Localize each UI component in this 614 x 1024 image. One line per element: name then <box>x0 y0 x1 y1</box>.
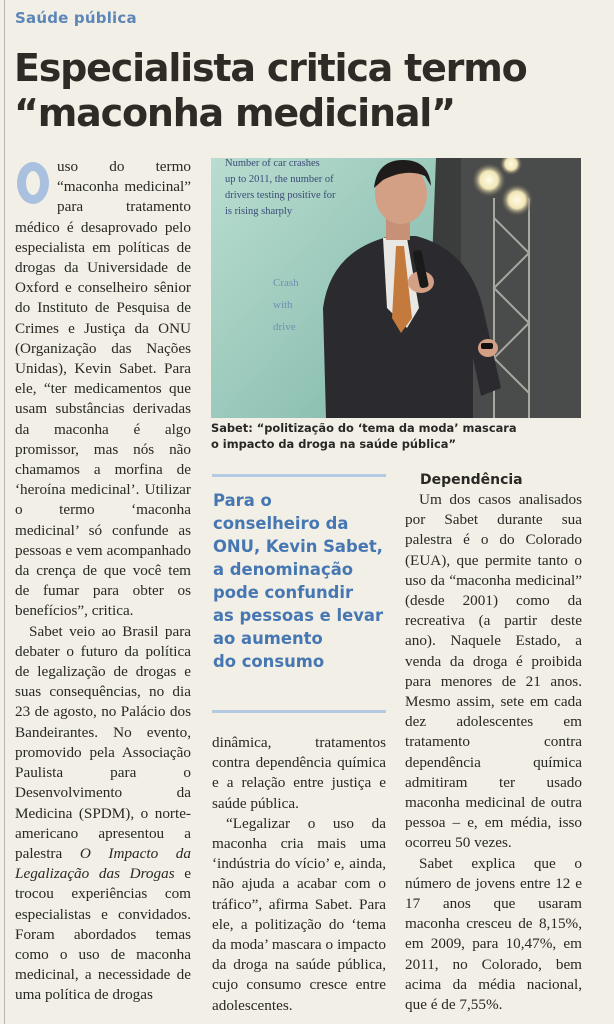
screen-text-7: drive <box>273 321 296 333</box>
pullquote-line-7: ao aumento <box>213 629 323 648</box>
pullquote-line-6: as pessoas e levar <box>213 606 384 625</box>
article-column-1 <box>15 157 191 1006</box>
screen-text-1: Number of car crashes <box>225 158 320 169</box>
pullquote-line-8: do consumo <box>213 652 325 671</box>
pullquote-line-2: conselheiro da <box>213 514 349 533</box>
paragraph-statistics: Sabet explica que o número de jovens entre 12 e 17 anos que usaram maconha cresceu de 8,15%, em 2009, para 10,47%, em 2011, no Colorado, bem acima da média nacional, que é de 7,55%. <box>405 854 582 1014</box>
dropcap <box>15 159 51 207</box>
stage-light-2 <box>500 183 534 217</box>
caption-line-2: o impacto da droga na saúde pública” <box>211 437 456 451</box>
pullquote <box>213 489 389 673</box>
photo-illustration <box>211 158 581 418</box>
screen-text-5: Crash <box>273 277 299 289</box>
subhead-dependencia: Dependência <box>420 472 523 488</box>
paragraph-event <box>15 622 191 1006</box>
paragraph-dynamics: dinâmica, tratamentos contra dependência química e a relação entre justiça e saúde pública. <box>212 734 386 812</box>
section-label: Saúde pública <box>15 9 137 27</box>
dropcap-glyph <box>15 159 51 207</box>
paragraph-intro <box>15 157 191 622</box>
paragraph-colorado: Um dos casos analisados por Sabet durante sua palestra é o do Colorado (EUA), que permite tanto o uso da “maconha medicinal” (desde 2001) como da recreativa (a partir deste ano). Naquele Estado, a venda da droga é proibida para menores de 21 anos. Mesmo assim, sete em cada dez adolescentes em tratamento contra dependência química admitiram ter usado maconha medicinal de outra pessoa – e, em média, isso ocorreu 50 vezes. <box>405 491 582 852</box>
article-column-3 <box>405 471 582 1015</box>
article-column-2 <box>212 733 386 1016</box>
screen-text-4: is rising sharply <box>225 206 293 217</box>
lecture-title: O Impacto da Legalização das Drogas <box>15 844 191 883</box>
pullquote-line-1: Para o <box>213 491 272 510</box>
event-text-b: e trocou experiências com especialistas e convidados. Foram abordados temas como o uso de maconha medicinal, a necessidade de uma política de drogas <box>15 865 191 1004</box>
pullquote-rule-top <box>212 474 386 477</box>
intro-text: uso do termo “maconha medicinal” para tratamento médico é desaprovado pelo especialista em políticas de drogas da Universidade de Oxford e conselheiro sênior do Instituto de Pesquisa de Crimes e Justiça da ONU (Organização das Nações Unidas), Kevin Sabet. Para ele, “ter medicamentos que usam substâncias derivadas da maconha é algo promissor, mas nós não chamamos a morfina de ‘heroína medicinal’. Utilizar o termo ‘maconha medicinal’ só confunde as pessoas e vem acompanhado da crença de que você tem de fumar para obter os benefícios”, critica. <box>15 158 191 620</box>
screen-text-2: up to 2011, the number of <box>225 174 334 185</box>
headline-line-2: “maconha medicinal” <box>14 91 455 135</box>
screen-text-3: drivers testing positive for <box>225 190 336 201</box>
headline <box>14 46 604 136</box>
pullquote-line-3: ONU, Kevin Sabet, <box>213 537 383 556</box>
pullquote-rule-bottom <box>212 710 386 713</box>
screen-text-6: with <box>273 299 293 311</box>
page-edge-rule <box>4 0 5 1024</box>
event-text-a: Sabet veio ao Brasil para debater o futuro da política de legalização de drogas e suas consequências, no dia 23 de agosto, no Palácio dos Bandeirantes. No evento, promovido pela Associação Paulista para o Desenvolvimento da Medicina (SPDM), o norte-americano apresentou a palestra <box>15 622 191 862</box>
caption-line-1: Sabet: “politização do ‘tema da moda’ mascara <box>211 421 517 435</box>
paragraph-quote: “Legalizar o uso da maconha cria mais uma ‘indústria do vício’ e, ainda, não ajuda a acabar com o tráfico”, afirma Sabet. Para ele, a politização do ‘tema da moda’ mascara o impacto da droga na saúde pública, cujo consumo cresce entre adolescentes. <box>212 814 386 1014</box>
pullquote-line-4: a denominação <box>213 560 354 579</box>
speaker-photo <box>211 158 581 418</box>
headline-line-1: Especialista critica termo <box>14 46 527 90</box>
photo-caption <box>211 420 583 452</box>
pullquote-line-5: pode confundir <box>213 583 354 602</box>
